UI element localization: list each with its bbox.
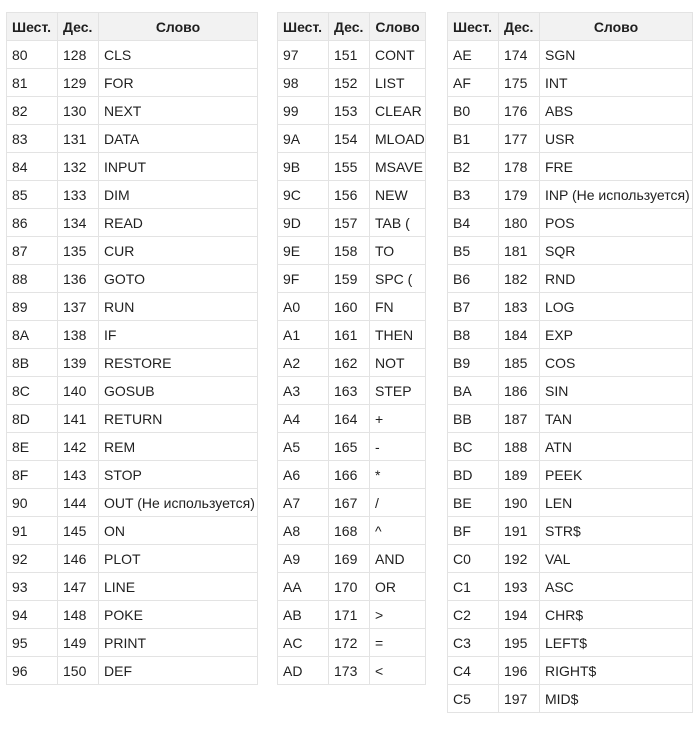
dec-cell: 161: [329, 321, 370, 349]
hex-cell: BD: [448, 461, 499, 489]
word-cell: STOP: [99, 461, 258, 489]
hex-cell: 87: [7, 237, 58, 265]
word-cell: RETURN: [99, 405, 258, 433]
hex-cell: AC: [278, 629, 329, 657]
hex-cell: 93: [7, 573, 58, 601]
dec-cell: 139: [58, 349, 99, 377]
word-cell: SIN: [540, 377, 693, 405]
dec-cell: 180: [499, 209, 540, 237]
table-row: [7, 69, 258, 97]
table-row: [448, 293, 693, 321]
word-cell: NEXT: [99, 97, 258, 125]
hex-cell: A8: [278, 517, 329, 545]
hex-cell: 9C: [278, 181, 329, 209]
word-cell: USR: [540, 125, 693, 153]
word-cell: PRINT: [99, 629, 258, 657]
word-cell: OR: [370, 573, 426, 601]
dec-cell: 169: [329, 545, 370, 573]
word-cell: STR$: [540, 517, 693, 545]
dec-cell: 183: [499, 293, 540, 321]
hex-cell: BF: [448, 517, 499, 545]
dec-cell: 141: [58, 405, 99, 433]
word-cell: ON: [99, 517, 258, 545]
hex-cell: AA: [278, 573, 329, 601]
word-cell: ASC: [540, 573, 693, 601]
hex-cell: BB: [448, 405, 499, 433]
dec-cell: 152: [329, 69, 370, 97]
word-cell: READ: [99, 209, 258, 237]
table-row: [448, 41, 693, 69]
word-cell: COS: [540, 349, 693, 377]
table-row: [448, 153, 693, 181]
dec-cell: 196: [499, 657, 540, 685]
dec-cell: 191: [499, 517, 540, 545]
word-cell: DATA: [99, 125, 258, 153]
dec-cell: 187: [499, 405, 540, 433]
hex-cell: 9B: [278, 153, 329, 181]
table-row: [448, 377, 693, 405]
hex-cell: B6: [448, 265, 499, 293]
word-cell: RUN: [99, 293, 258, 321]
table-row: [278, 41, 426, 69]
table-row: [448, 181, 693, 209]
table-row: [448, 209, 693, 237]
hex-cell: 9E: [278, 237, 329, 265]
table-row: [278, 237, 426, 265]
hex-cell: 89: [7, 293, 58, 321]
hex-cell: 8F: [7, 461, 58, 489]
word-cell: POS: [540, 209, 693, 237]
word-cell: NOT: [370, 349, 426, 377]
table-row: [278, 573, 426, 601]
hex-cell: A0: [278, 293, 329, 321]
hex-cell: AE: [448, 41, 499, 69]
dec-cell: 174: [499, 41, 540, 69]
table-row: [448, 321, 693, 349]
table-row: [7, 405, 258, 433]
hex-cell: 8C: [7, 377, 58, 405]
hex-cell: B4: [448, 209, 499, 237]
dec-cell: 143: [58, 461, 99, 489]
hex-cell: BC: [448, 433, 499, 461]
dec-cell: 175: [499, 69, 540, 97]
table-row: [278, 293, 426, 321]
hex-cell: 8E: [7, 433, 58, 461]
table-header-row: [448, 13, 693, 41]
table-row: [278, 377, 426, 405]
table-row: [7, 601, 258, 629]
dec-cell: 170: [329, 573, 370, 601]
dec-cell: 181: [499, 237, 540, 265]
hex-cell: 84: [7, 153, 58, 181]
word-cell: INT: [540, 69, 693, 97]
dec-cell: 166: [329, 461, 370, 489]
hex-cell: A7: [278, 489, 329, 517]
table-row: [448, 405, 693, 433]
hex-cell: C5: [448, 685, 499, 713]
word-cell: LEFT$: [540, 629, 693, 657]
table-row: [278, 153, 426, 181]
dec-cell: 194: [499, 601, 540, 629]
hex-cell: B0: [448, 97, 499, 125]
dec-cell: 177: [499, 125, 540, 153]
hex-cell: 86: [7, 209, 58, 237]
hex-cell: 80: [7, 41, 58, 69]
word-cell: RESTORE: [99, 349, 258, 377]
table-row: [7, 265, 258, 293]
dec-cell: 142: [58, 433, 99, 461]
dec-cell: 192: [499, 545, 540, 573]
hex-cell: AB: [278, 601, 329, 629]
word-cell: CLEAR: [370, 97, 426, 125]
dec-cell: 168: [329, 517, 370, 545]
hex-cell: BA: [448, 377, 499, 405]
dec-cell: 160: [329, 293, 370, 321]
word-header: Слово: [370, 13, 426, 41]
hex-header: Шест.: [448, 13, 499, 41]
table-row: [7, 41, 258, 69]
hex-cell: AD: [278, 657, 329, 685]
dec-cell: 140: [58, 377, 99, 405]
dec-cell: 151: [329, 41, 370, 69]
table-row: [448, 657, 693, 685]
dec-cell: 135: [58, 237, 99, 265]
hex-cell: 95: [7, 629, 58, 657]
dec-cell: 184: [499, 321, 540, 349]
dec-cell: 182: [499, 265, 540, 293]
dec-cell: 159: [329, 265, 370, 293]
word-cell: LEN: [540, 489, 693, 517]
word-cell: MSAVE: [370, 153, 426, 181]
table-row: [278, 629, 426, 657]
hex-cell: 99: [278, 97, 329, 125]
word-cell: CONT: [370, 41, 426, 69]
table-row: [448, 349, 693, 377]
word-cell: CHR$: [540, 601, 693, 629]
hex-cell: 96: [7, 657, 58, 685]
hex-cell: BE: [448, 489, 499, 517]
word-cell: RND: [540, 265, 693, 293]
table-row: [7, 97, 258, 125]
word-cell: >: [370, 601, 426, 629]
dec-cell: 188: [499, 433, 540, 461]
word-cell: MID$: [540, 685, 693, 713]
hex-cell: B2: [448, 153, 499, 181]
hex-cell: A9: [278, 545, 329, 573]
table-row: [448, 517, 693, 545]
hex-cell: 81: [7, 69, 58, 97]
table-row: [448, 601, 693, 629]
table-row: [7, 181, 258, 209]
word-cell: REM: [99, 433, 258, 461]
hex-cell: A2: [278, 349, 329, 377]
word-cell: /: [370, 489, 426, 517]
dec-cell: 171: [329, 601, 370, 629]
table-row: [7, 377, 258, 405]
word-cell: <: [370, 657, 426, 685]
table-header-row: [278, 13, 426, 41]
table-row: [7, 209, 258, 237]
hex-cell: C1: [448, 573, 499, 601]
word-cell: CUR: [99, 237, 258, 265]
word-cell: LINE: [99, 573, 258, 601]
word-cell: SPC (: [370, 265, 426, 293]
word-cell: THEN: [370, 321, 426, 349]
dec-cell: 138: [58, 321, 99, 349]
word-cell: FRE: [540, 153, 693, 181]
hex-cell: A5: [278, 433, 329, 461]
word-cell: LIST: [370, 69, 426, 97]
dec-cell: 128: [58, 41, 99, 69]
table-row: [448, 237, 693, 265]
table-header-row: [7, 13, 258, 41]
table-row: [278, 321, 426, 349]
table-row: [7, 461, 258, 489]
dec-cell: 178: [499, 153, 540, 181]
hex-cell: 92: [7, 545, 58, 573]
hex-cell: 82: [7, 97, 58, 125]
table-row: [278, 181, 426, 209]
hex-cell: A1: [278, 321, 329, 349]
word-cell: SGN: [540, 41, 693, 69]
dec-cell: 179: [499, 181, 540, 209]
dec-cell: 134: [58, 209, 99, 237]
table-row: [448, 433, 693, 461]
token-table-2: [277, 12, 426, 685]
dec-cell: 193: [499, 573, 540, 601]
table-row: [278, 545, 426, 573]
hex-cell: 9F: [278, 265, 329, 293]
dec-cell: 157: [329, 209, 370, 237]
word-cell: PEEK: [540, 461, 693, 489]
dec-cell: 144: [58, 489, 99, 517]
table-row: [278, 657, 426, 685]
table-row: [278, 461, 426, 489]
dec-cell: 176: [499, 97, 540, 125]
dec-cell: 162: [329, 349, 370, 377]
token-table-1: [6, 12, 258, 685]
table-row: [278, 69, 426, 97]
hex-cell: 98: [278, 69, 329, 97]
hex-cell: AF: [448, 69, 499, 97]
dec-cell: 148: [58, 601, 99, 629]
dec-cell: 173: [329, 657, 370, 685]
hex-cell: B5: [448, 237, 499, 265]
table-row: [278, 265, 426, 293]
hex-cell: 83: [7, 125, 58, 153]
table-row: [7, 153, 258, 181]
hex-cell: 85: [7, 181, 58, 209]
word-cell: DIM: [99, 181, 258, 209]
hex-cell: 97: [278, 41, 329, 69]
table-row: [448, 265, 693, 293]
dec-cell: 186: [499, 377, 540, 405]
hex-cell: C4: [448, 657, 499, 685]
hex-cell: 9A: [278, 125, 329, 153]
word-cell: INP (Не используется): [540, 181, 693, 209]
dec-header: Дес.: [499, 13, 540, 41]
hex-cell: 9D: [278, 209, 329, 237]
word-cell: =: [370, 629, 426, 657]
dec-cell: 156: [329, 181, 370, 209]
table-row: [448, 629, 693, 657]
table-row: [278, 433, 426, 461]
dec-header: Дес.: [58, 13, 99, 41]
table-row: [7, 125, 258, 153]
dec-cell: 155: [329, 153, 370, 181]
table-row: [448, 489, 693, 517]
word-cell: TAN: [540, 405, 693, 433]
hex-cell: 8A: [7, 321, 58, 349]
hex-cell: 90: [7, 489, 58, 517]
word-cell: FN: [370, 293, 426, 321]
table-row: [278, 601, 426, 629]
hex-cell: 91: [7, 517, 58, 545]
table-row: [7, 629, 258, 657]
word-cell: ^: [370, 517, 426, 545]
word-cell: RIGHT$: [540, 657, 693, 685]
dec-cell: 131: [58, 125, 99, 153]
hex-cell: B3: [448, 181, 499, 209]
word-cell: EXP: [540, 321, 693, 349]
word-cell: LOG: [540, 293, 693, 321]
hex-cell: 8D: [7, 405, 58, 433]
word-cell: *: [370, 461, 426, 489]
word-cell: NEW: [370, 181, 426, 209]
dec-cell: 163: [329, 377, 370, 405]
word-cell: DEF: [99, 657, 258, 685]
hex-header: Шест.: [278, 13, 329, 41]
hex-cell: C0: [448, 545, 499, 573]
table-row: [7, 517, 258, 545]
dec-cell: 146: [58, 545, 99, 573]
table-row: [7, 489, 258, 517]
dec-cell: 189: [499, 461, 540, 489]
word-cell: GOSUB: [99, 377, 258, 405]
word-cell: STEP: [370, 377, 426, 405]
dec-cell: 158: [329, 237, 370, 265]
dec-cell: 167: [329, 489, 370, 517]
word-cell: VAL: [540, 545, 693, 573]
dec-cell: 149: [58, 629, 99, 657]
word-cell: SQR: [540, 237, 693, 265]
word-cell: POKE: [99, 601, 258, 629]
word-cell: +: [370, 405, 426, 433]
table-row: [7, 573, 258, 601]
token-table-3: [447, 12, 693, 713]
dec-cell: 145: [58, 517, 99, 545]
dec-cell: 137: [58, 293, 99, 321]
word-cell: ABS: [540, 97, 693, 125]
table-row: [448, 545, 693, 573]
dec-cell: 165: [329, 433, 370, 461]
dec-cell: 150: [58, 657, 99, 685]
hex-cell: B9: [448, 349, 499, 377]
word-cell: MLOAD: [370, 125, 426, 153]
table-row: [278, 405, 426, 433]
word-cell: GOTO: [99, 265, 258, 293]
hex-cell: C3: [448, 629, 499, 657]
word-cell: CLS: [99, 41, 258, 69]
table-row: [7, 657, 258, 685]
table-row: [448, 125, 693, 153]
hex-cell: B7: [448, 293, 499, 321]
word-cell: ATN: [540, 433, 693, 461]
word-cell: INPUT: [99, 153, 258, 181]
dec-cell: 132: [58, 153, 99, 181]
hex-cell: B8: [448, 321, 499, 349]
dec-cell: 153: [329, 97, 370, 125]
dec-cell: 164: [329, 405, 370, 433]
word-cell: TO: [370, 237, 426, 265]
word-cell: OUT (Не используется): [99, 489, 258, 517]
table-row: [7, 293, 258, 321]
dec-cell: 136: [58, 265, 99, 293]
table-row: [7, 237, 258, 265]
table-row: [278, 97, 426, 125]
hex-cell: 88: [7, 265, 58, 293]
hex-cell: A6: [278, 461, 329, 489]
table-row: [278, 517, 426, 545]
dec-cell: 172: [329, 629, 370, 657]
word-cell: IF: [99, 321, 258, 349]
dec-cell: 154: [329, 125, 370, 153]
table-row: [7, 349, 258, 377]
table-row: [448, 685, 693, 713]
word-cell: TAB (: [370, 209, 426, 237]
hex-cell: 94: [7, 601, 58, 629]
dec-cell: 130: [58, 97, 99, 125]
dec-cell: 147: [58, 573, 99, 601]
hex-header: Шест.: [7, 13, 58, 41]
hex-cell: A3: [278, 377, 329, 405]
word-header: Слово: [99, 13, 258, 41]
table-row: [7, 433, 258, 461]
table-row: [278, 209, 426, 237]
dec-cell: 197: [499, 685, 540, 713]
dec-cell: 133: [58, 181, 99, 209]
dec-cell: 190: [499, 489, 540, 517]
hex-cell: C2: [448, 601, 499, 629]
table-row: [278, 125, 426, 153]
hex-cell: B1: [448, 125, 499, 153]
dec-cell: 129: [58, 69, 99, 97]
word-cell: FOR: [99, 69, 258, 97]
table-row: [278, 489, 426, 517]
table-row: [448, 461, 693, 489]
table-row: [448, 97, 693, 125]
table-row: [448, 573, 693, 601]
dec-cell: 185: [499, 349, 540, 377]
word-cell: -: [370, 433, 426, 461]
dec-cell: 195: [499, 629, 540, 657]
table-row: [7, 321, 258, 349]
word-header: Слово: [540, 13, 693, 41]
dec-header: Дес.: [329, 13, 370, 41]
table-row: [7, 545, 258, 573]
hex-cell: A4: [278, 405, 329, 433]
word-cell: PLOT: [99, 545, 258, 573]
table-row: [448, 69, 693, 97]
table-row: [278, 349, 426, 377]
word-cell: AND: [370, 545, 426, 573]
hex-cell: 8B: [7, 349, 58, 377]
